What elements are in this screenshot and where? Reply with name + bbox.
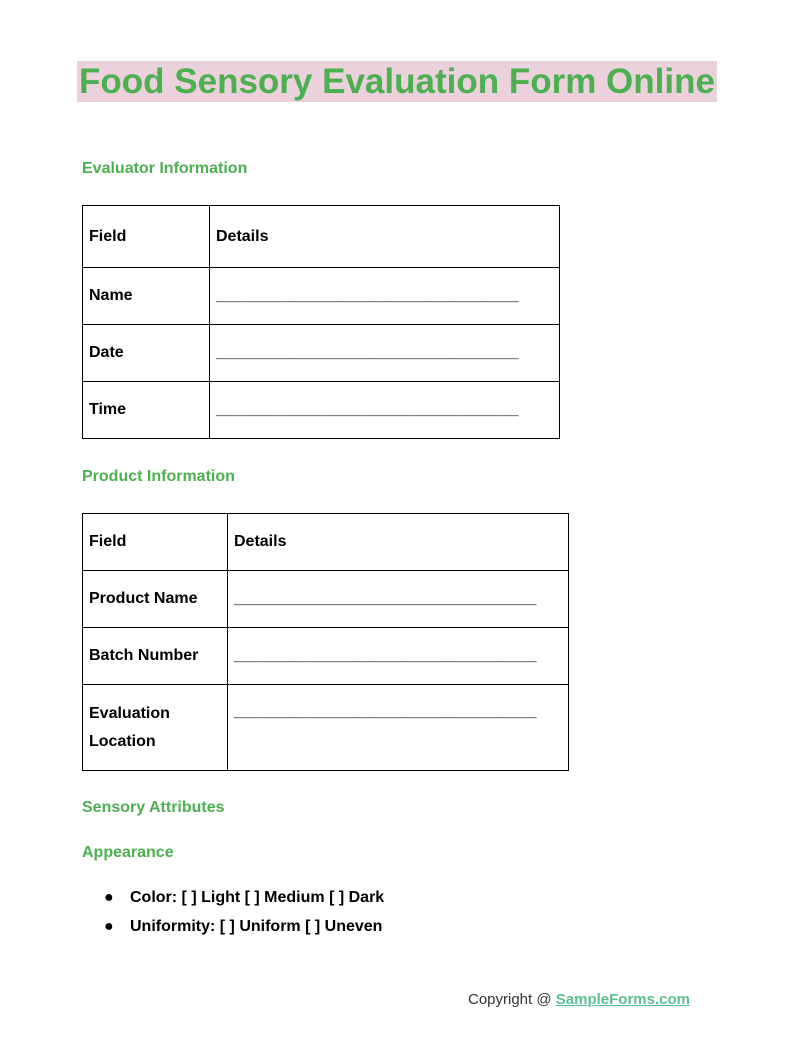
name-input[interactable]: __________________________________ — [210, 268, 560, 325]
evaluator-section-heading: Evaluator Information — [82, 160, 248, 177]
table-row — [83, 685, 569, 771]
field-label-batch-number: Batch Number — [83, 628, 228, 685]
appearance-list — [104, 886, 384, 944]
list-item-color — [104, 886, 384, 915]
table-row — [83, 325, 560, 382]
field-label-product-name: Product Name — [83, 571, 228, 628]
table-row — [83, 628, 569, 685]
product-table — [82, 513, 569, 771]
title-wrapper — [0, 61, 794, 102]
bullet-icon: ● — [104, 918, 114, 935]
field-label-date: Date — [83, 325, 210, 382]
copyright-text: Copyright @ — [468, 991, 556, 1008]
table-row — [83, 382, 560, 439]
table-header-row — [83, 206, 560, 268]
header-cell-details: Details — [228, 514, 569, 571]
date-input[interactable]: __________________________________ — [210, 325, 560, 382]
page-title: Food Sensory Evaluation Form Online — [79, 62, 715, 101]
table-row — [83, 571, 569, 628]
header-cell-details: Details — [210, 206, 560, 268]
batch-number-input[interactable]: __________________________________ — [228, 628, 569, 685]
header-cell-field: Field — [83, 514, 228, 571]
color-options[interactable]: Color: [ ] Light [ ] Medium [ ] Dark — [130, 889, 385, 906]
time-input[interactable]: __________________________________ — [210, 382, 560, 439]
table-row — [83, 268, 560, 325]
sampleforms-link[interactable]: SampleForms.com — [555, 991, 690, 1008]
table-header-row — [83, 514, 569, 571]
header-cell-field: Field — [83, 206, 210, 268]
uniformity-options[interactable]: Uniformity: [ ] Uniform [ ] Uneven — [130, 918, 383, 935]
appearance-subheading: Appearance — [82, 844, 174, 861]
field-label-time: Time — [83, 382, 210, 439]
evaluator-table — [82, 205, 560, 439]
product-name-input[interactable]: __________________________________ — [228, 571, 569, 628]
product-section-heading: Product Information — [82, 468, 235, 485]
list-item-uniformity — [104, 915, 384, 944]
bullet-icon: ● — [104, 889, 114, 906]
field-label-name: Name — [83, 268, 210, 325]
footer-copyright — [468, 991, 690, 1008]
field-label-evaluation-location: Evaluation Location — [83, 685, 228, 771]
sensory-section-heading: Sensory Attributes — [82, 799, 225, 816]
evaluation-location-input[interactable]: __________________________________ — [228, 685, 569, 771]
